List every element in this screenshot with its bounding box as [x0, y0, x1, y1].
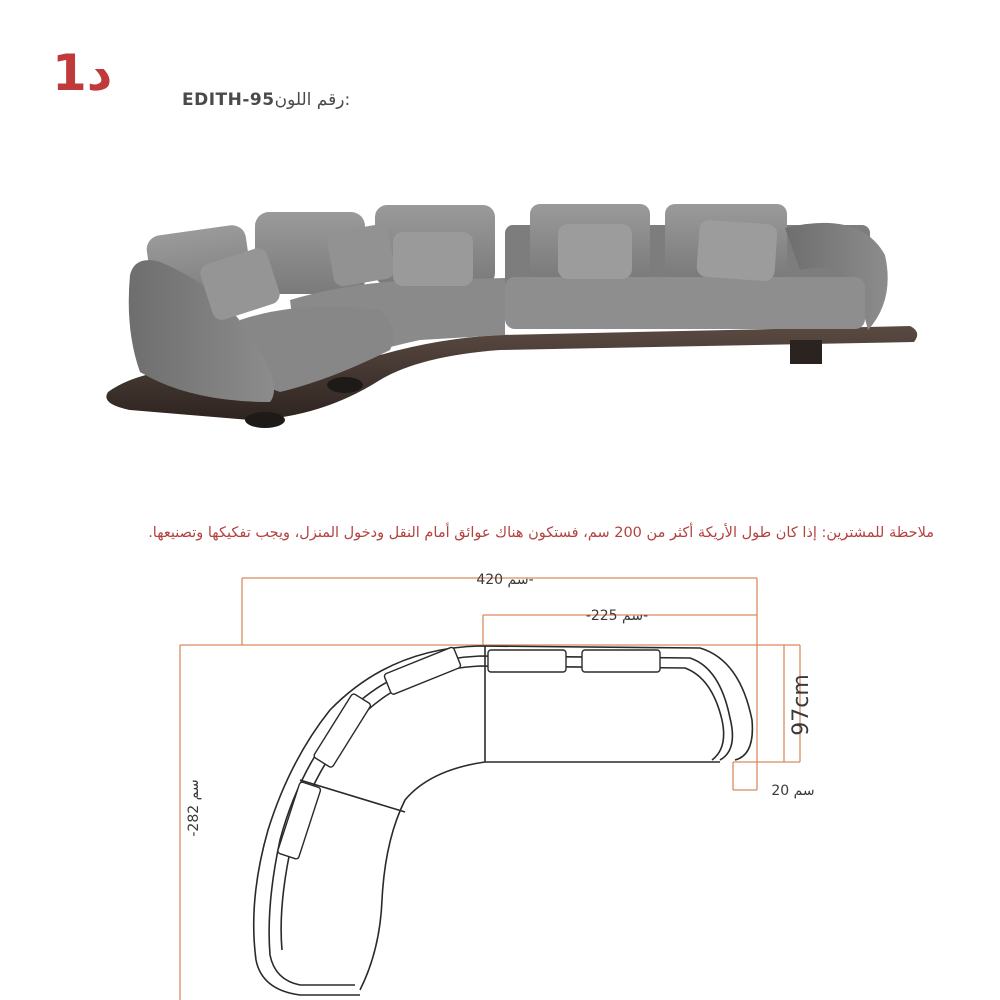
- sofa-outline: [254, 646, 753, 995]
- dim-platform: 20 سم: [771, 783, 815, 799]
- dim-total-depth: -282 سم: [186, 779, 202, 837]
- back-cushions: [277, 647, 660, 860]
- dim-straight-width: -225 سم-: [585, 608, 649, 624]
- color-label: رقم اللون:: [274, 90, 351, 110]
- color-code: EDITH-95: [182, 90, 275, 110]
- product-badge: د1: [52, 44, 113, 102]
- dim-total-width: 420 سم-: [476, 572, 534, 588]
- dimension-lines: [180, 578, 800, 1000]
- dim-depth: 97cm: [789, 674, 814, 736]
- buyer-note: ملاحظة للمشترين: إذا كان طول الأريكة أكثر من 200 سم، فستكون هناك عوائق أمام النقل ودخول المنزل، ويجب تفكيكها وتصنيعها.: [148, 525, 934, 541]
